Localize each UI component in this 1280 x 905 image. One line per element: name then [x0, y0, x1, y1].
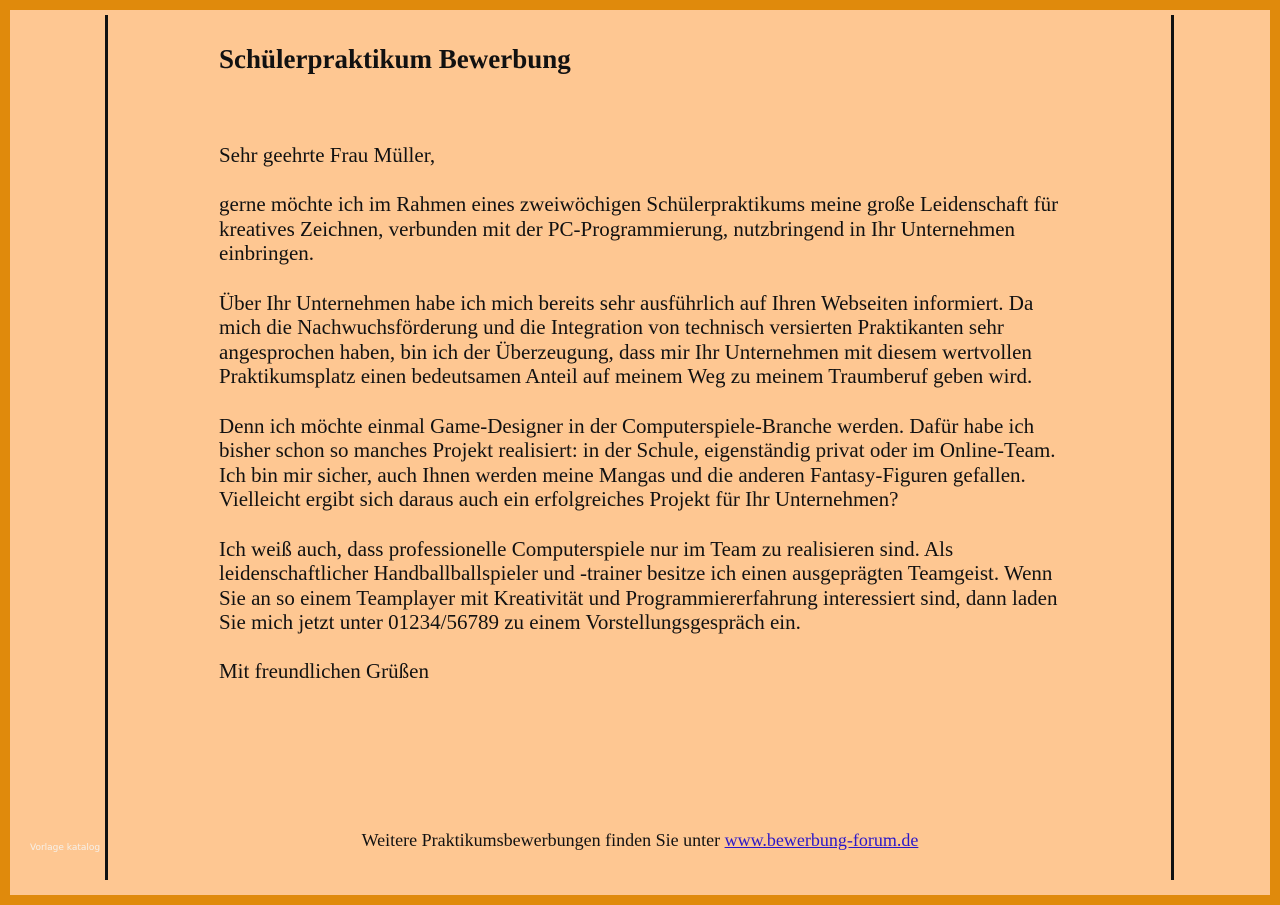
paragraph-4: Ich weiß auch, dass professionelle Computerspiele nur im Team zu realisieren sind. Als leidenschaftlicher Handballballspieler und -trainer besitze ich einen ausgeprägten Teamgeist. Wenn Sie an so einem Teamplayer mit Kreativität und Programmiererfahrung interessiert sind, dann laden Sie mich jetzt unter 01234/56789 zu einem Vorstellungsgespräch ein. [219, 536, 1058, 635]
watermark-text: Vorlage katalog [30, 843, 101, 853]
left-margin-line [105, 15, 108, 880]
footer-note [10, 829, 1270, 851]
document-title: Schülerpraktikum Bewerbung [219, 44, 571, 74]
footer-link[interactable]: www.bewerbung-forum.de [724, 830, 919, 850]
paragraph-1: gerne möchte ich im Rahmen eines zweiwöchigen Schülerpraktikums meine große Leidenschaft für kreatives Zeichnen, verbunden mit der PC-Programmierung, nutzbringend in Ihr Unternehmen einbringen. [219, 192, 1059, 266]
footer-text: Weitere Praktikumsbewerbungen finden Sie unter [361, 830, 721, 850]
closing: Mit freundlichen Grüßen [219, 659, 429, 684]
letter-body [219, 143, 1069, 709]
paragraph-2: Über Ihr Unternehmen habe ich mich bereits sehr ausführlich auf Ihren Webseiten informiert. Da mich die Nachwuchsförderung und die Integration von technisch versierten Praktikanten sehr angesprochen haben, bin ich der Überzeugung, dass mir Ihr Unternehmen mit diesem wertvollen Praktikumsplatz einen bedeutsamen Anteil auf meinem Weg zu meinem Traumberuf geben wird. [219, 290, 1034, 389]
document-page [10, 10, 1270, 895]
salutation: Sehr geehrte Frau Müller, [219, 143, 436, 167]
right-margin-line [1171, 15, 1174, 880]
paragraph-3: Denn ich möchte einmal Game-Designer in der Computerspiele-Branche werden. Dafür habe ich bisher schon so manches Projekt realisiert: in der Schule, eigenständig privat oder im Online-Team. Ich bin mir sicher, auch Ihnen werden meine Mangas und die anderen Fantasy-Figuren gefallen. Vielleicht ergibt sich daraus auch ein erfolgreiches Projekt für Ihr Unternehmen? [219, 413, 1056, 512]
